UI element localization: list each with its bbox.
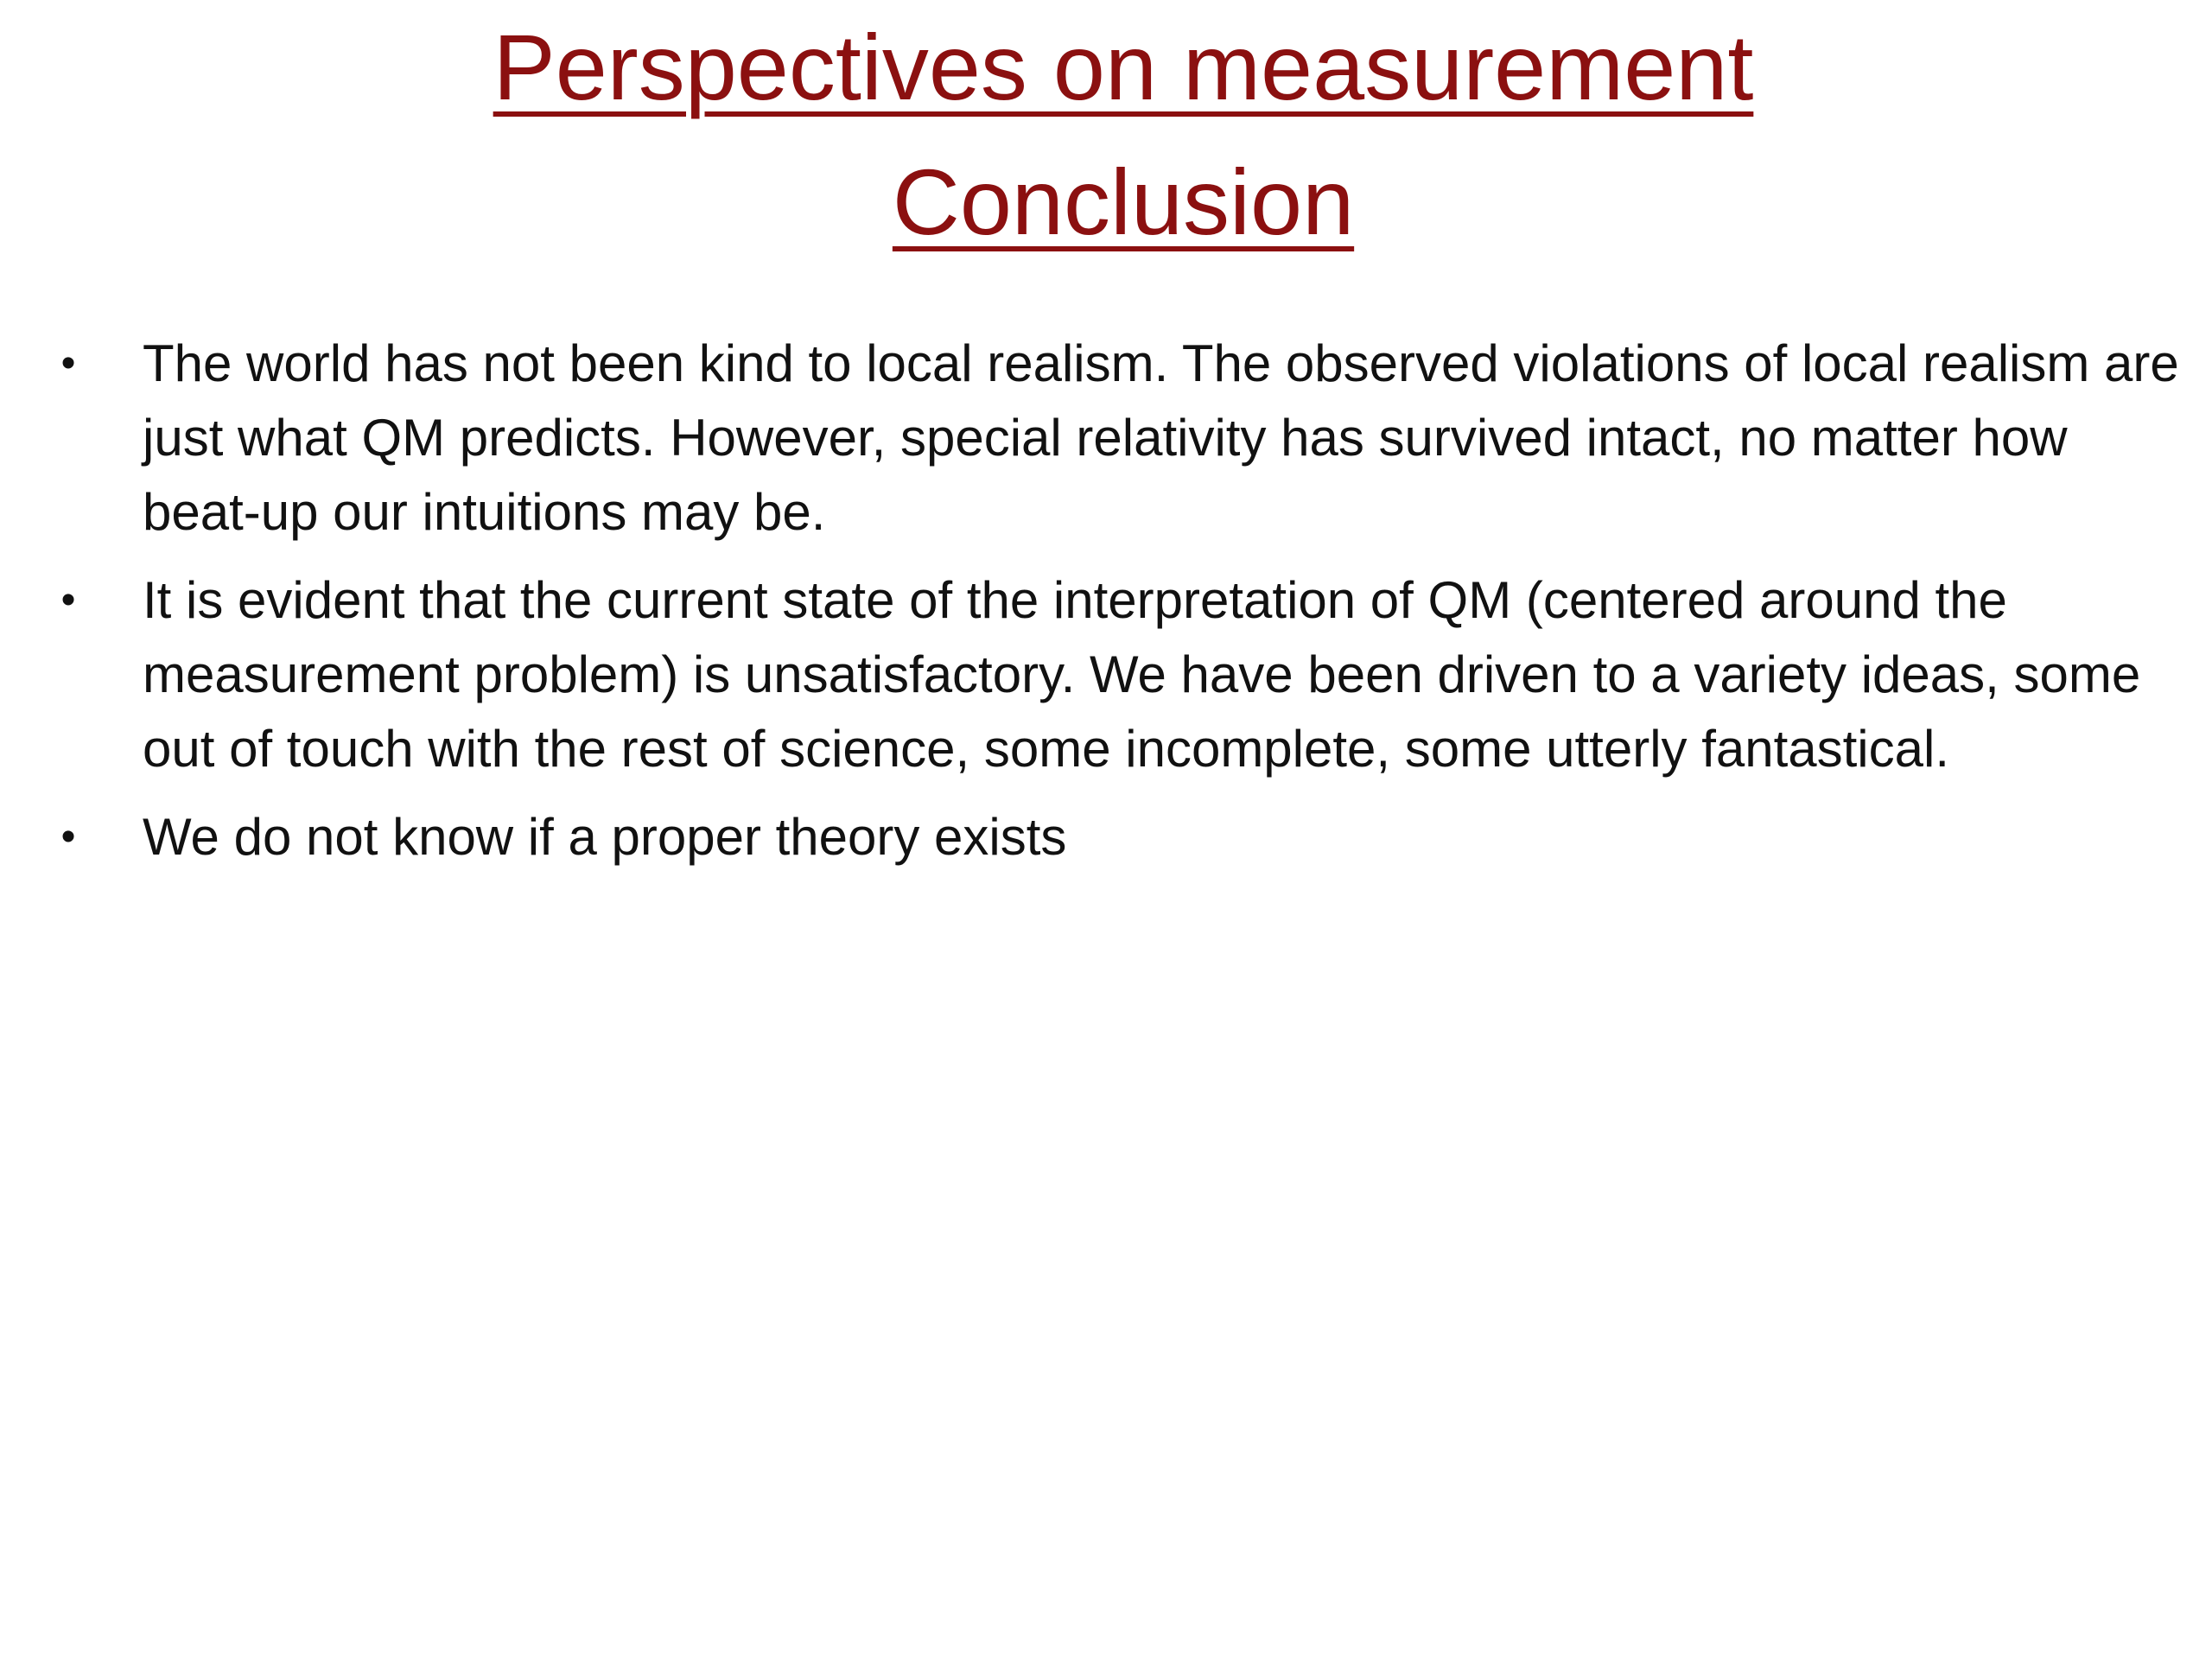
title-line-1: Perspectives on measurement bbox=[493, 15, 1754, 119]
bullet-dot-icon: • bbox=[60, 577, 76, 623]
bullet-text-3: We do not know if a proper theory exists bbox=[143, 808, 1067, 866]
bullet-text-1: The world has not been kind to local realism. The observed violations of local realism are just what QM predicts. However, special relativity has survived intact, no matter how beat-up our intuitions may be. bbox=[143, 334, 2179, 541]
bullet-dot-icon: • bbox=[60, 814, 76, 860]
title-line-2: Conclusion bbox=[892, 149, 1355, 254]
bullet-dot-icon: • bbox=[60, 340, 76, 386]
bullet-list bbox=[0, 327, 2212, 888]
bullet-item-2 bbox=[0, 563, 2212, 786]
bullet-text-2: It is evident that the current state of the interpretation of QM (centered around the measurement problem) is unsatisfactory. We have been driven to a variety ideas, some out of touch with the rest of science, some incomplete, some utterly fantastical. bbox=[143, 571, 2141, 778]
bullet-item-1 bbox=[0, 327, 2212, 550]
bullet-item-3 bbox=[0, 800, 2212, 874]
slide-title bbox=[0, 0, 2212, 270]
